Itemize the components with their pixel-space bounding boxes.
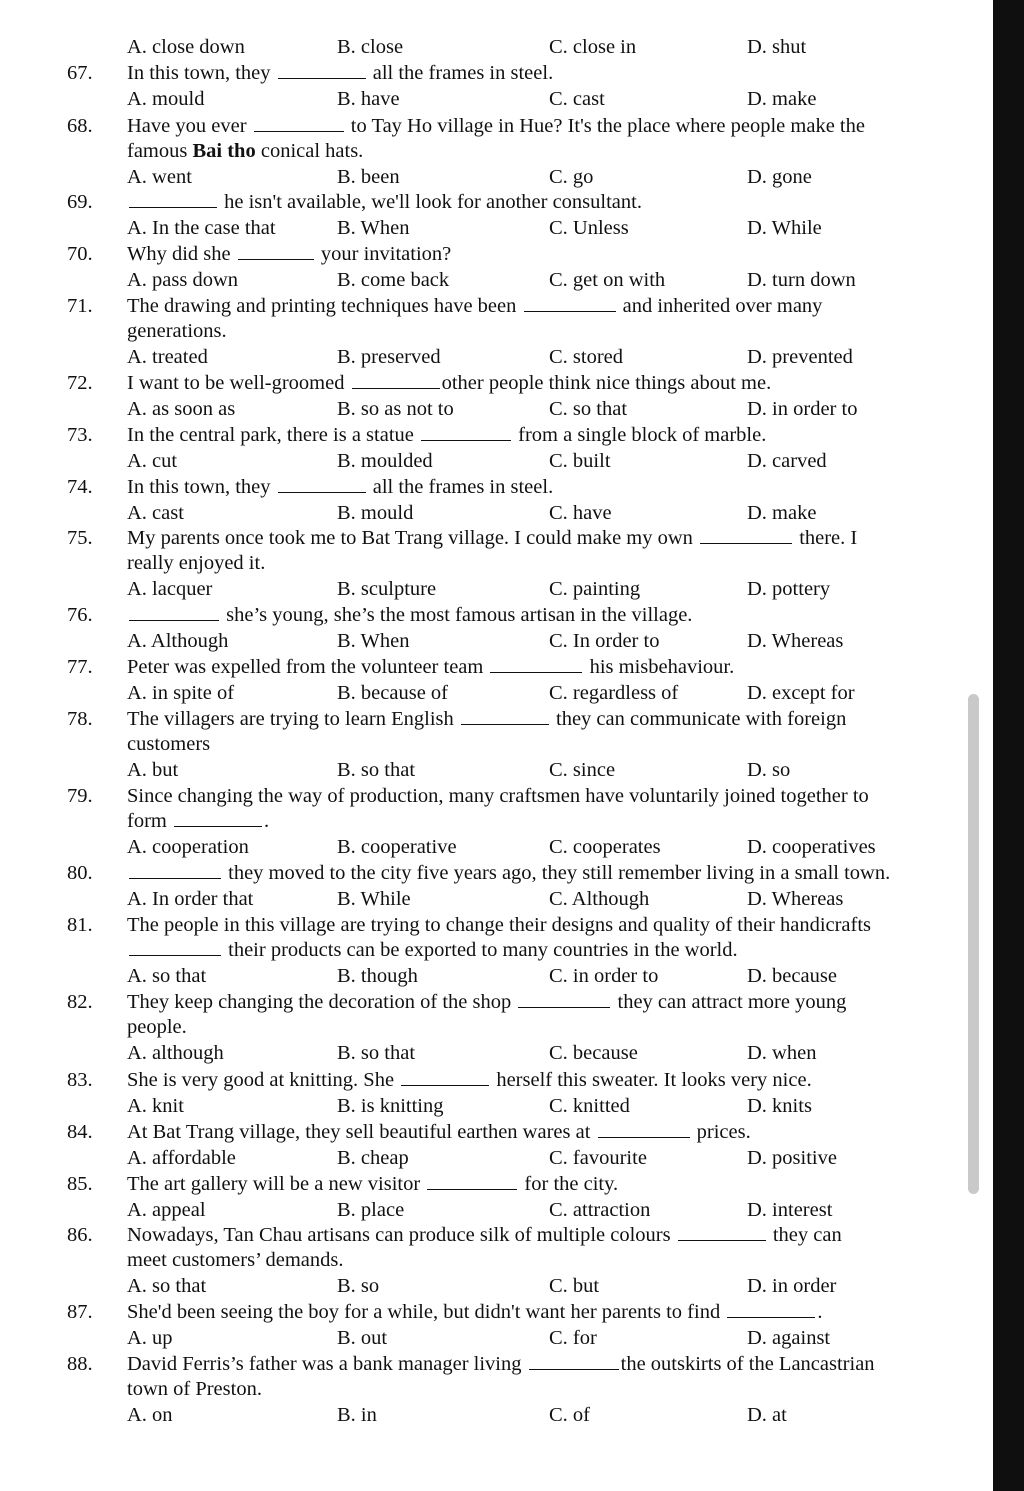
option-d: D. Whereas — [747, 630, 844, 652]
options-row — [0, 396, 1000, 422]
question-text: prices. — [691, 1121, 751, 1143]
question-number: 70. — [67, 243, 93, 265]
answer-blank — [352, 387, 440, 389]
question-continuation — [0, 550, 1000, 576]
question-text: all the frames in steel. — [367, 476, 554, 498]
options-row — [0, 1145, 1000, 1171]
option-c: C. Unless — [549, 217, 629, 239]
options-row — [0, 628, 1000, 654]
question-number: 78. — [67, 708, 93, 730]
question-stem — [127, 60, 553, 86]
question-text: The villagers are trying to learn English — [127, 708, 459, 730]
option-b: B. cheap — [337, 1147, 409, 1169]
question-row — [0, 1351, 1000, 1377]
question-text: his misbehaviour. — [584, 656, 735, 678]
question-stem — [127, 525, 857, 551]
option-d: D. when — [747, 1042, 817, 1064]
option-b: B. When — [337, 630, 410, 652]
option-a: A. so that — [127, 1275, 207, 1297]
option-d: D. so — [747, 759, 791, 781]
answer-blank — [421, 439, 511, 441]
answer-blank — [518, 1006, 610, 1008]
option-a: A. knit — [127, 1095, 184, 1117]
question-stem-continued — [127, 1014, 187, 1040]
option-b: B. While — [337, 888, 411, 910]
right-side-panel — [993, 0, 1024, 1491]
options-row — [0, 267, 1000, 293]
question-text: to Tay Ho village in Hue? It's the place where people make the — [345, 115, 865, 137]
question-text: David Ferris’s father was a bank manager living — [127, 1353, 527, 1375]
option-a: A. close down — [127, 36, 245, 58]
option-d: D. cooperatives — [747, 836, 876, 858]
option-b: B. is knitting — [337, 1095, 444, 1117]
question-number: 76. — [67, 604, 93, 626]
question-continuation — [0, 808, 1000, 834]
question-number: 68. — [67, 115, 93, 137]
question-number: 71. — [67, 295, 93, 317]
answer-blank — [278, 491, 366, 493]
option-b: B. out — [337, 1327, 388, 1349]
question-text: people. — [127, 1016, 187, 1038]
question-number: 83. — [67, 1069, 93, 1091]
answer-blank — [461, 723, 549, 725]
option-b: B. been — [337, 166, 400, 188]
option-d: D. pottery — [747, 578, 831, 600]
question-row — [0, 1299, 1000, 1325]
option-a: A. cast — [127, 502, 184, 524]
option-d: D. prevented — [747, 346, 853, 368]
option-d: D. make — [747, 502, 817, 524]
question-continuation — [0, 1376, 1000, 1402]
option-b: B. so that — [337, 759, 416, 781]
question-text: The drawing and printing techniques have been — [127, 295, 522, 317]
option-c: C. in order to — [549, 965, 659, 987]
question-text: herself this sweater. It looks very nice. — [491, 1069, 812, 1091]
question-row — [0, 370, 1000, 396]
option-c: C. regardless of — [549, 682, 679, 704]
question-stem — [127, 370, 771, 396]
question-row — [0, 654, 1000, 680]
option-d: D. except for — [747, 682, 855, 704]
question-stem — [127, 189, 642, 215]
question-text: customers — [127, 733, 211, 755]
option-c: C. so that — [549, 398, 628, 420]
option-a: A. so that — [127, 965, 207, 987]
question-stem — [127, 783, 869, 809]
option-c: C. since — [549, 759, 616, 781]
question-row — [0, 706, 1000, 732]
options-row — [0, 1197, 1000, 1223]
question-stem — [127, 602, 692, 628]
question-number: 84. — [67, 1121, 93, 1143]
question-row — [0, 422, 1000, 448]
question-text: generations. — [127, 320, 227, 342]
option-c: C. have — [549, 502, 612, 524]
question-stem — [127, 654, 734, 680]
leading-options-row — [0, 34, 1000, 60]
question-row — [0, 860, 1000, 886]
question-number: 80. — [67, 862, 93, 884]
option-a: A. as soon as — [127, 398, 236, 420]
question-text: Since changing the way of production, many craftsmen have voluntarily joined together to — [127, 785, 869, 807]
option-b: B. have — [337, 88, 400, 110]
question-row — [0, 1222, 1000, 1248]
answer-blank — [129, 877, 221, 879]
bold-term: Bai tho — [192, 140, 256, 162]
option-b: B. preserved — [337, 346, 441, 368]
option-a: A. although — [127, 1042, 224, 1064]
option-b: B. moulded — [337, 450, 433, 472]
answer-blank — [238, 258, 314, 260]
question-number: 87. — [67, 1301, 93, 1323]
question-text: form — [127, 810, 172, 832]
options-row — [0, 1402, 1000, 1428]
question-continuation — [0, 1014, 1000, 1040]
question-stem-continued — [127, 550, 265, 576]
option-c: C. attraction — [549, 1199, 651, 1221]
option-a: A. treated — [127, 346, 208, 368]
question-text: meet customers’ demands. — [127, 1249, 344, 1271]
question-text: . — [263, 810, 270, 832]
option-d: D. at — [747, 1404, 787, 1426]
option-c: C. In order to — [549, 630, 660, 652]
option-c: C. knitted — [549, 1095, 630, 1117]
question-text: The art gallery will be a new visitor — [127, 1173, 426, 1195]
option-d: D. because — [747, 965, 837, 987]
options-row — [0, 164, 1000, 190]
question-row — [0, 1171, 1000, 1197]
question-text: other people think nice things about me. — [441, 372, 772, 394]
option-a: A. went — [127, 166, 192, 188]
question-text: town of Preston. — [127, 1378, 262, 1400]
answer-blank — [129, 619, 219, 621]
option-d: D. positive — [747, 1147, 837, 1169]
option-a: A. in spite of — [127, 682, 235, 704]
question-text: My parents once took me to Bat Trang village. I could make my own — [127, 527, 699, 549]
question-number: 69. — [67, 191, 93, 213]
option-a: A. appeal — [127, 1199, 206, 1221]
question-text: I want to be well-groomed — [127, 372, 350, 394]
options-row — [0, 1273, 1000, 1299]
question-text: your invitation? — [315, 243, 452, 265]
question-stem — [127, 1119, 751, 1145]
option-c: C. Although — [549, 888, 650, 910]
question-text: and inherited over many — [617, 295, 823, 317]
option-b: B. because of — [337, 682, 448, 704]
question-stem — [127, 860, 890, 886]
question-stem — [127, 422, 766, 448]
answer-blank — [174, 825, 262, 827]
option-d: D. make — [747, 88, 817, 110]
question-text: they can — [767, 1224, 842, 1246]
option-a: A. up — [127, 1327, 173, 1349]
question-stem-continued — [127, 318, 227, 344]
question-stem-continued — [127, 1247, 344, 1273]
option-d: D. shut — [747, 36, 807, 58]
question-stem-continued — [127, 1376, 262, 1402]
question-text: Have you ever — [127, 115, 252, 137]
option-a: A. affordable — [127, 1147, 236, 1169]
question-text: she’s young, she’s the most famous artisan in the village. — [221, 604, 693, 626]
question-text: conical hats. — [255, 140, 364, 162]
question-stem-continued — [127, 731, 210, 757]
option-b: B. so — [337, 1275, 380, 1297]
option-a: A. but — [127, 759, 179, 781]
option-d: D. gone — [747, 166, 812, 188]
question-stem — [127, 706, 846, 732]
question-row — [0, 60, 1000, 86]
option-c: C. built — [549, 450, 611, 472]
option-a: A. pass down — [127, 269, 239, 291]
question-stem — [127, 293, 822, 319]
question-text: famous — [127, 140, 193, 162]
option-b: B. When — [337, 217, 410, 239]
answer-blank — [129, 954, 221, 956]
question-number: 81. — [67, 914, 93, 936]
question-text: In this town, they — [127, 476, 276, 498]
option-c: C. cast — [549, 88, 605, 110]
question-number: 67. — [67, 62, 93, 84]
option-b: B. come back — [337, 269, 450, 291]
options-row — [0, 215, 1000, 241]
question-text: they can attract more young — [612, 991, 847, 1013]
question-text: At Bat Trang village, they sell beautiful earthen wares at — [127, 1121, 596, 1143]
question-row — [0, 113, 1000, 139]
question-continuation — [0, 318, 1000, 344]
options-row — [0, 886, 1000, 912]
option-a: A. In order that — [127, 888, 254, 910]
answer-blank — [529, 1368, 619, 1370]
option-b: B. close — [337, 36, 404, 58]
scrollbar-thumb[interactable] — [968, 694, 979, 1194]
question-row — [0, 189, 1000, 215]
question-text: In this town, they — [127, 62, 276, 84]
option-b: B. mould — [337, 502, 414, 524]
options-row — [0, 680, 1000, 706]
question-row — [0, 783, 1000, 809]
question-row — [0, 912, 1000, 938]
question-text: they moved to the city five years ago, they still remember living in a small town. — [223, 862, 891, 884]
options-row — [0, 344, 1000, 370]
question-number: 77. — [67, 656, 93, 678]
options-row — [0, 1325, 1000, 1351]
question-number: 88. — [67, 1353, 93, 1375]
question-text: they can communicate with foreign — [550, 708, 847, 730]
question-number: 82. — [67, 991, 93, 1013]
question-stem — [127, 1171, 618, 1197]
question-continuation — [0, 937, 1000, 963]
option-b: B. in — [337, 1404, 377, 1426]
question-row — [0, 602, 1000, 628]
question-stem — [127, 989, 846, 1015]
question-stem — [127, 474, 553, 500]
option-b: B. cooperative — [337, 836, 457, 858]
question-text: She'd been seeing the boy for a while, but didn't want her parents to find — [127, 1301, 726, 1323]
question-row — [0, 525, 1000, 551]
option-c: C. painting — [549, 578, 641, 600]
option-a: A. In the case that — [127, 217, 276, 239]
question-number: 79. — [67, 785, 93, 807]
question-continuation — [0, 138, 1000, 164]
question-text: from a single block of marble. — [513, 424, 767, 446]
option-c: C. for — [549, 1327, 597, 1349]
option-c: C. favourite — [549, 1147, 647, 1169]
option-b: B. so as not to — [337, 398, 454, 420]
option-c: C. stored — [549, 346, 624, 368]
options-row — [0, 576, 1000, 602]
answer-blank — [427, 1188, 517, 1190]
question-text: . — [817, 1301, 823, 1323]
question-stem — [127, 113, 865, 139]
options-row — [0, 1093, 1000, 1119]
question-continuation — [0, 1247, 1000, 1273]
option-c: C. because — [549, 1042, 638, 1064]
question-row — [0, 989, 1000, 1015]
question-text: Nowadays, Tan Chau artisans can produce silk of multiple colours — [127, 1224, 676, 1246]
option-a: A. on — [127, 1404, 173, 1426]
question-row — [0, 474, 1000, 500]
option-c: C. close in — [549, 36, 637, 58]
question-row — [0, 1067, 1000, 1093]
question-text: there. I — [794, 527, 858, 549]
question-text: The people in this village are trying to change their designs and quality of their handicrafts — [127, 914, 872, 936]
question-number: 75. — [67, 527, 93, 549]
answer-blank — [129, 206, 217, 208]
option-a: A. Although — [127, 630, 229, 652]
options-row — [0, 963, 1000, 989]
answer-blank — [524, 310, 616, 312]
options-row — [0, 86, 1000, 112]
question-text: all the frames in steel. — [367, 62, 554, 84]
question-stem — [127, 1299, 822, 1325]
option-d: D. in order to — [747, 398, 858, 420]
option-d: D. carved — [747, 450, 827, 472]
question-row — [0, 1119, 1000, 1145]
option-d: D. against — [747, 1327, 831, 1349]
options-row — [0, 757, 1000, 783]
option-d: D. in order — [747, 1275, 837, 1297]
question-row — [0, 241, 1000, 267]
option-c: C. go — [549, 166, 594, 188]
option-b: B. though — [337, 965, 418, 987]
option-c: C. of — [549, 1404, 590, 1426]
question-text: he isn't available, we'll look for another consultant. — [219, 191, 642, 213]
question-continuation — [0, 731, 1000, 757]
option-a: A. cut — [127, 450, 178, 472]
option-a: A. cooperation — [127, 836, 249, 858]
option-d: D. interest — [747, 1199, 833, 1221]
option-a: A. lacquer — [127, 578, 213, 600]
option-d: D. turn down — [747, 269, 856, 291]
answer-blank — [278, 77, 366, 79]
question-text: She is very good at knitting. She — [127, 1069, 400, 1091]
option-b: B. so that — [337, 1042, 416, 1064]
option-b: B. place — [337, 1199, 405, 1221]
option-d: D. Whereas — [747, 888, 844, 910]
options-row — [0, 448, 1000, 474]
option-c: C. cooperates — [549, 836, 661, 858]
question-text: for the city. — [519, 1173, 619, 1195]
question-stem — [127, 1067, 812, 1093]
question-text: their products can be exported to many countries in the world. — [223, 939, 738, 961]
question-stem-continued — [127, 808, 269, 834]
options-row — [0, 1040, 1000, 1066]
question-stem-continued — [127, 937, 738, 963]
question-text: the outskirts of the Lancastrian — [620, 1353, 875, 1375]
question-text: In the central park, there is a statue — [127, 424, 419, 446]
options-row — [0, 834, 1000, 860]
question-number: 72. — [67, 372, 93, 394]
option-c: C. get on with — [549, 269, 666, 291]
question-number: 73. — [67, 424, 93, 446]
answer-blank — [401, 1084, 489, 1086]
question-number: 85. — [67, 1173, 93, 1195]
question-text: Why did she — [127, 243, 236, 265]
answer-blank — [678, 1239, 766, 1241]
option-b: B. sculpture — [337, 578, 437, 600]
question-stem-continued — [127, 138, 363, 164]
option-a: A. mould — [127, 88, 205, 110]
question-stem — [127, 1222, 842, 1248]
options-row — [0, 500, 1000, 526]
question-number: 74. — [67, 476, 93, 498]
question-text: They keep changing the decoration of the shop — [127, 991, 517, 1013]
question-text: Peter was expelled from the volunteer team — [127, 656, 489, 678]
answer-blank — [727, 1316, 815, 1318]
question-text: really enjoyed it. — [127, 552, 266, 574]
question-stem — [127, 912, 871, 938]
question-stem — [127, 241, 451, 267]
question-stem — [127, 1351, 875, 1377]
answer-blank — [254, 130, 344, 132]
option-c: C. but — [549, 1275, 600, 1297]
option-d: D. knits — [747, 1095, 812, 1117]
question-row — [0, 293, 1000, 319]
question-number: 86. — [67, 1224, 93, 1246]
answer-blank — [490, 671, 582, 673]
answer-blank — [700, 542, 792, 544]
answer-blank — [598, 1136, 690, 1138]
option-d: D. While — [747, 217, 822, 239]
